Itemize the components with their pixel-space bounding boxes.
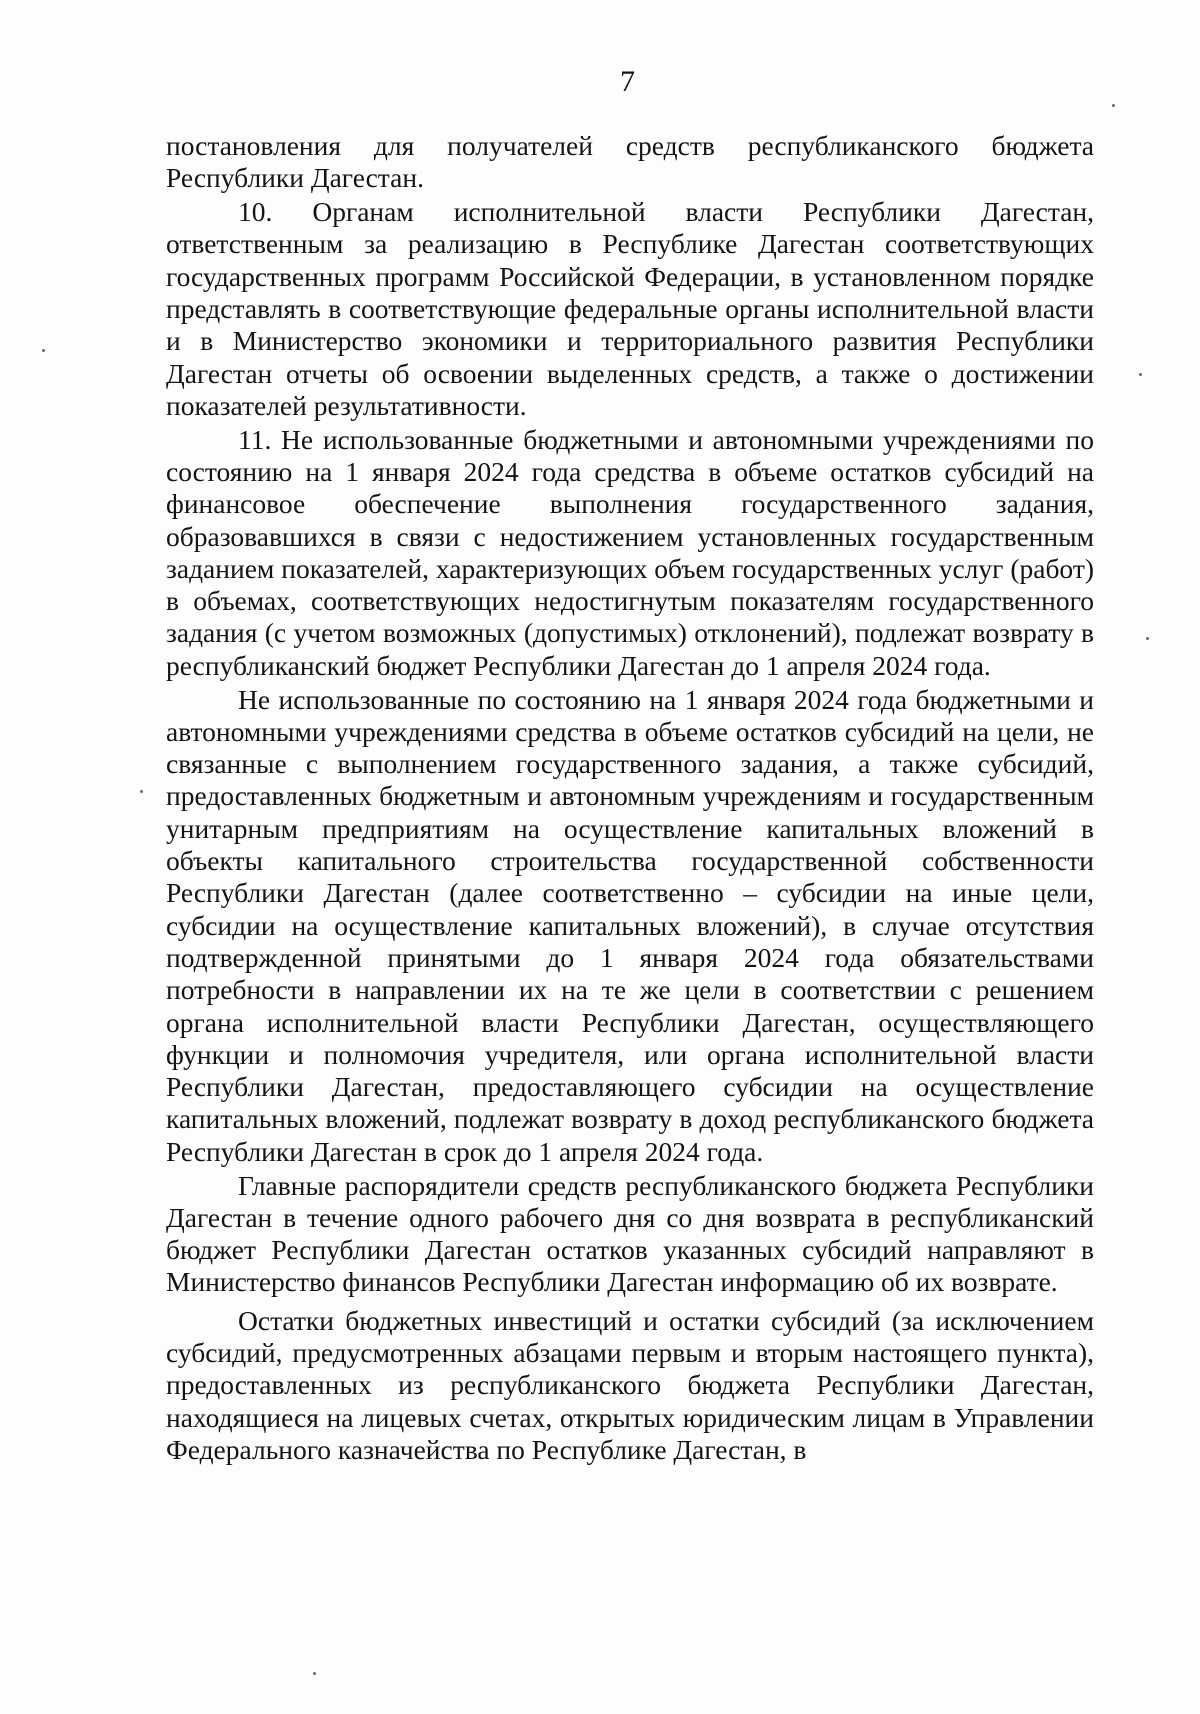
paragraph-unused-funds: Не использованные по состоянию на 1 января 2024 года бюджетными и автономными учреждениями средства в объеме остатков субсидий на цели, не связанные с выполнением государственного задания, а также субсидий, предоставленных бюджетным и автономным учреждениям и государственным унитарным предприятиям на осуществление капитальных вложений в объекты капитального строительства государственной собственности Республики Дагестан (далее соответственно – субсидии на иные цели, субсидии на осуществление капитальных вложений), в случае отсутствия подтвержденной принятыми до 1 января 2024 года обязательствами потребности в направлении их на те же цели в соответствии с решением органа исполнительной власти Республики Дагестан, осуществляющего функции и полномочия учредителя, или органа исполнительной власти Республики Дагестан, предоставляющего субсидии на осуществление капитальных вложений, подлежат возврату в доход республиканского бюджета Республики Дагестан в срок до 1 апреля 2024 года. [166, 683, 1094, 1167]
scan-speck [313, 1672, 316, 1675]
scan-speck [42, 349, 45, 352]
document-body [166, 130, 1094, 1466]
scan-speck [140, 790, 143, 793]
scan-speck [1112, 104, 1115, 107]
scan-speck [1146, 637, 1149, 640]
paragraph-item-11: 11. Не использованные бюджетными и автономными учреждениями по состоянию на 1 января 2024 года средства в объеме остатков субсидий на финансовое обеспечение выполнения государственного задания, образовавшихся в связи с недостижением установленных государственным заданием показателей, характеризующих объем государственных услуг (работ) в объемах, соответствующих недостигнутым показателям государственного задания (с учетом возможных (допустимых) отклонений), подлежат возврату в республиканский бюджет Республики Дагестан до 1 апреля 2024 года. [166, 423, 1094, 681]
paragraph-investment-balances: Остатки бюджетных инвестиций и остатки субсидий (за исключением субсидий, предусмотренных абзацами первым и вторым настоящего пункта), предоставленных из республиканского бюджета Республики Дагестан, находящиеся на лицевых счетах, открытых юридическим лицам в Управлении Федерального казначейства по Республике Дагестан, в [166, 1304, 1094, 1465]
paragraph-item-10: 10. Органам исполнительной власти Республики Дагестан, ответственным за реализацию в Республике Дагестан соответствующих государственных программ Российской Федерации, в установленном порядке представлять в соответствующие федеральные органы исполнительной власти и в Министерство экономики и территориального развития Республики Дагестан отчеты об освоении выделенных средств, а также о достижении показателей результативности. [166, 196, 1094, 421]
paragraph-continuation: постановления для получателей средств республиканского бюджета Республики Дагестан. [166, 130, 1094, 194]
page-number: 7 [620, 65, 635, 98]
scan-speck [1139, 373, 1142, 376]
paragraph-chief-administrators: Главные распорядители средств республиканского бюджета Республики Дагестан в течение одного рабочего дня со дня возврата в республиканский бюджет Республики Дагестан остатков указанных субсидий направляют в Министерство финансов Республики Дагестан информацию об их возврате. [166, 1169, 1094, 1298]
